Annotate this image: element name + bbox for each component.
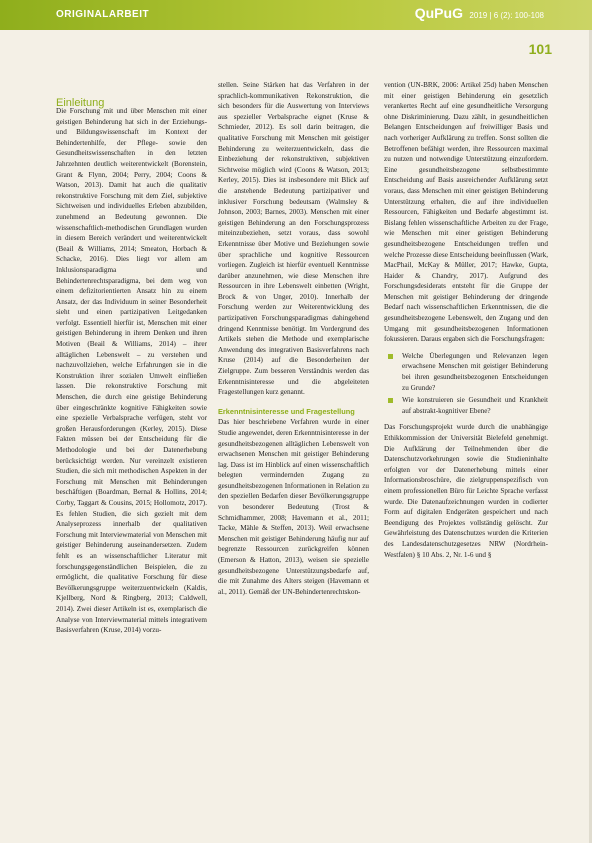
text-column-1 [56, 106, 207, 636]
citation-text: 2019 | 6 (2): 100-108 [469, 11, 544, 20]
journal-name: QuPuG [414, 5, 463, 21]
subheading-research-interest: Erkenntnisinteresse und Fragestellung [218, 406, 355, 416]
text-column-3 [384, 80, 548, 560]
list-item [384, 351, 548, 393]
list-item [384, 395, 548, 416]
page-number: 101 [528, 41, 552, 57]
bullet-square-icon [388, 354, 393, 359]
paragraph: Die Forschung mit und über Menschen mit einer geistigen Behinderung hat sich in der Erziehungs- und Bildungswissenschaft im Kontext der Behindertenhilfe, der Pflege- sowie den Gesundheitswissenschaften in den letzten Jahrzehnten deutlich weiterentwickelt (Borenstein, Grant & Flynn, 2004; Perry, 2004; Coons & Watson, 2013). Damit hat auch die qualitativ rekonstruktive Forschung mit dem Ziel, subjektive Sichtweisen und individuelles Erleben abzubilden, zunehmend an Bedeutung gewonnen. Die wissenschaftlich-methodischen Grundlagen wurden in diesem Bereich verändert und weiterentwickelt (Beail & Williams, 2014; Smeaton, Horbach & Schacke, 2016). Dies liegt vor allem am Inklusionsparadigma und Behindertenrechtsparadigma, bei dem weg von einem defizitorientierten Ansatz hin zu einem Ansatz, der das Individuum in seiner Besonderheit sieht und einen partizipativen Leitgedanken verfolgt. Essentiell hierfür ist, Menschen mit einer geistigen Behinderung in ihrem Denken und ihren Motiven (Beail & Williams, 2014) – ihrer alltäglichen Lebenswelt – zu verstehen und nachzuvollziehen, welche Erfahrungen sie in die Konstruktion ihrer sozialen Umwelt einfließen lassen. Die rekonstruktive Forschung mit Menschen, die durch eine geistige Behinderung über eingeschränkte kognitive Fähigkeiten sowie eine spezielle Verbalsprache verfügen, steht vor großen Herausforderungen (Kerley, 2015). Diese Fakten müssen bei der Entscheidung für die Methodologie und bei der Datenerhebung berücksichtigt werden. Nur vereinzelt existieren Studien, die sich mit methodischen Aspekten in der Forschung mit Menschen mit Behinderungen beschäftigen (Boardman, Bernal & Hollins, 2014; Corby, Taggart & Cousins, 2015; Hollomotz, 2017). Es fehlen Studien, die sich gezielt mit dem Analyseprozess innerhalb der qualitativen Forschung mit Interviewmaterial von Menschen mit geistiger Behinderung auseinandersetzen. Zudem fehlt es an wissenschaftlicher Literatur mit forschungsgegenständlichen Beispielen, die zu ermöglicht, die qualitative Forschung für diese Bevölkerungsgruppe weiterzuentwickeln (Kaldis, Kjellberg, Nord & Ringberg, 2013; Caldwell, 2014). Zwei dieser Artikeln ist es, exemplarisch die Analyse von Interviewmaterial mittels integrativem Basisverfahren (Kruse, 2014) vorzu- [56, 107, 207, 635]
section-label: ORIGINALARBEIT [56, 9, 150, 20]
bullet-square-icon [388, 398, 393, 403]
paragraph: vention (UN-BRK, 2006: Artikel 25d) haben Menschen mit einer geistigen Behinderung ein gesetzlich verankertes Recht auf eine gesundheitliche Versorgung ohne Diskriminierung. Dazu zählt, in gesundheitlichen Belangen Entscheidungen auf freiwilliger Basis und nach vorheriger Aufklärung zu treffen. Sonst sollten die Betroffenen befähigt werden, ihre Ressourcen maximal zu nutzen und notwendige Unterstützung einzufordern. Eine gesundheitsbezogene selbstbestimmte Entscheidung auf Basis ausreichender Aufklärung setzt voraus, dass Menschen mit einer geistigen Behinderung Unterstützung erhalten, die auf ihre individuellen Ressourcen, Fähigkeiten und Bedarfe abgestimmt ist. Bislang fehlen wissenschaftliche Arbeiten zu der Frage, wie Menschen mit einer geistigen Behinderung gesundheitsbezogene Entscheidungen treffen und welche Prozesse diese Entscheidung beeinflussen (Wark, MacPhail, McKay & Müller, 2017; Hawke, Gupta, Haider & Chandry, 2017). Aufgrund des Forschungsdesiderats entsteht für die Gruppe der Menschen mit geistiger Behinderung der dringende Bedarf nach wissenschaftlichen Erkenntnissen, die die gesundheitsbezogene Lebenswelt, den Zugang und den Umgang mit gesundheitsbezogenen Informationen fokussieren. Daraus ergaben sich die Forschungsfragen: [384, 81, 548, 344]
heading-introduction: Einleitung [56, 97, 105, 110]
research-questions-list [384, 351, 548, 417]
journal-citation [415, 5, 544, 23]
paragraph: Das Forschungsprojekt wurde durch die unabhängige Ethikkommission der Universität Bielefeld genehmigt. Die Aufklärung der Teilnehmenden über die Datenschutzvorkehrungen sowie die Studieninhalte erfolgten vor der Datenerhebung mittels einer Informationsbroschüre, die zielgruppenspezifisch von einem professionellen Büro für Leichte Sprache verfasst wurde. Die Datenaufzeichnungen wurden in codierter Form auf digitalen Endgeräten gespeichert und nach Beendigung des Projektes vollständig gelöscht. Zur Gewährleistung des Datenschutzes wurden die Kriterien des Landesdatenschutzgesetzes NRW (Nordrhein-Westfalen) § 10 Abs. 2, Nr. 1-6 und § [384, 423, 548, 559]
list-item-text: Wie konstruieren sie Gesundheit und Krankheit auf abstrakt-kognitiver Ebene? [402, 396, 548, 415]
paragraph: Das hier beschriebene Verfahren wurde in einer Studie angewendet, deren Erkenntnisinteresse in der gesundheitsbezogenen alltäglichen Lebenswelt von erwachsenen Menschen mit geistiger Behinderung lag. Dass ist im Hinblick auf einen wissenschaftlich belegten vermindernden Zugang zu gesundheitsbezogenen Informationen in Relation zu den speziellen Bedarfen dieser Bevölkerungsgruppe von besonderer Bedeutung (Trost & Schmidhammer, 2008; Havemann et al., 2011; Tacke, Mähle & Steffen, 2013). Weil erwachsene Menschen mit geistiger Behinderung häufig nur auf begrenzte Ressourcen zurückgreifen können (Emerson & Hatton, 2013), weisen sie spezielle gesundheitsbezogene Unterstützungsbedarfe auf, die mit Zunahme des Alters steigen (Havemann et al., 2011). Gemäß der UN-Behindertenrechtskon- [218, 418, 369, 596]
text-column-2 [218, 80, 369, 597]
journal-header-bar [0, 0, 592, 30]
paragraph: stellen. Seine Stärken hat das Verfahren in der sprachlich-kommunikativen Rekonstruktion, die sich besonders für die Auswertung von Interviews aus spezieller Verbalsprache eignet (Kruse & Schmieder, 2012). Es soll darin beitragen, die qualitative Forschung mit Menschen mit geistiger Behinderung zu weiterzuentwickeln, dass die Einbeziehung der rekonstruktiven, subjektiven Sichtweise möglich wird (Coons & Watson, 2013; Kerley, 2015). Dies ist insbesondere mit Blick auf die anstehende Bedeutung partizipativer und inklusiver Forschung bedeutsam (Walmsley & Johnson, 2003; Barnes, 2003). Menschen mit einer geistigen Behinderung an den Forschungsprozess miteinzubeziehen, setzt voraus, dass sowohl Erkenntnisse über Motive und Beziehungen sowie über sprachliche und kognitive Ressourcen vorliegen. Zugleich ist hierfür eventuell Kenntnisse darüber anzunehmen, wie diese Menschen ihre Ressourcen in ihre Lebenswelt einbetten (Wright, Brock & von Unger, 2010). Innerhalb der Forschung werden zur Weiterentwicklung des partizipativen Forschungsparadigmas dahingehend dringend Kenntnisse benötigt. Im Vordergrund des Artikels stehen die Methode und exemplarische Anwendung des integrativen Basisverfahrens nach Kruse (2014) auf die Besonderheiten der Zielgruppe. Zum besseren Verständnis werden das Erkenntnisinteresse und die abgeleiteten Fragestellungen kurz genannt. [218, 81, 369, 397]
list-item-text: Welche Überlegungen und Relevanzen legen erwachsene Menschen mit geistiger Behinderung bei ihren gesundheitsbezogenen Entscheidungen zu Grunde? [402, 351, 548, 392]
